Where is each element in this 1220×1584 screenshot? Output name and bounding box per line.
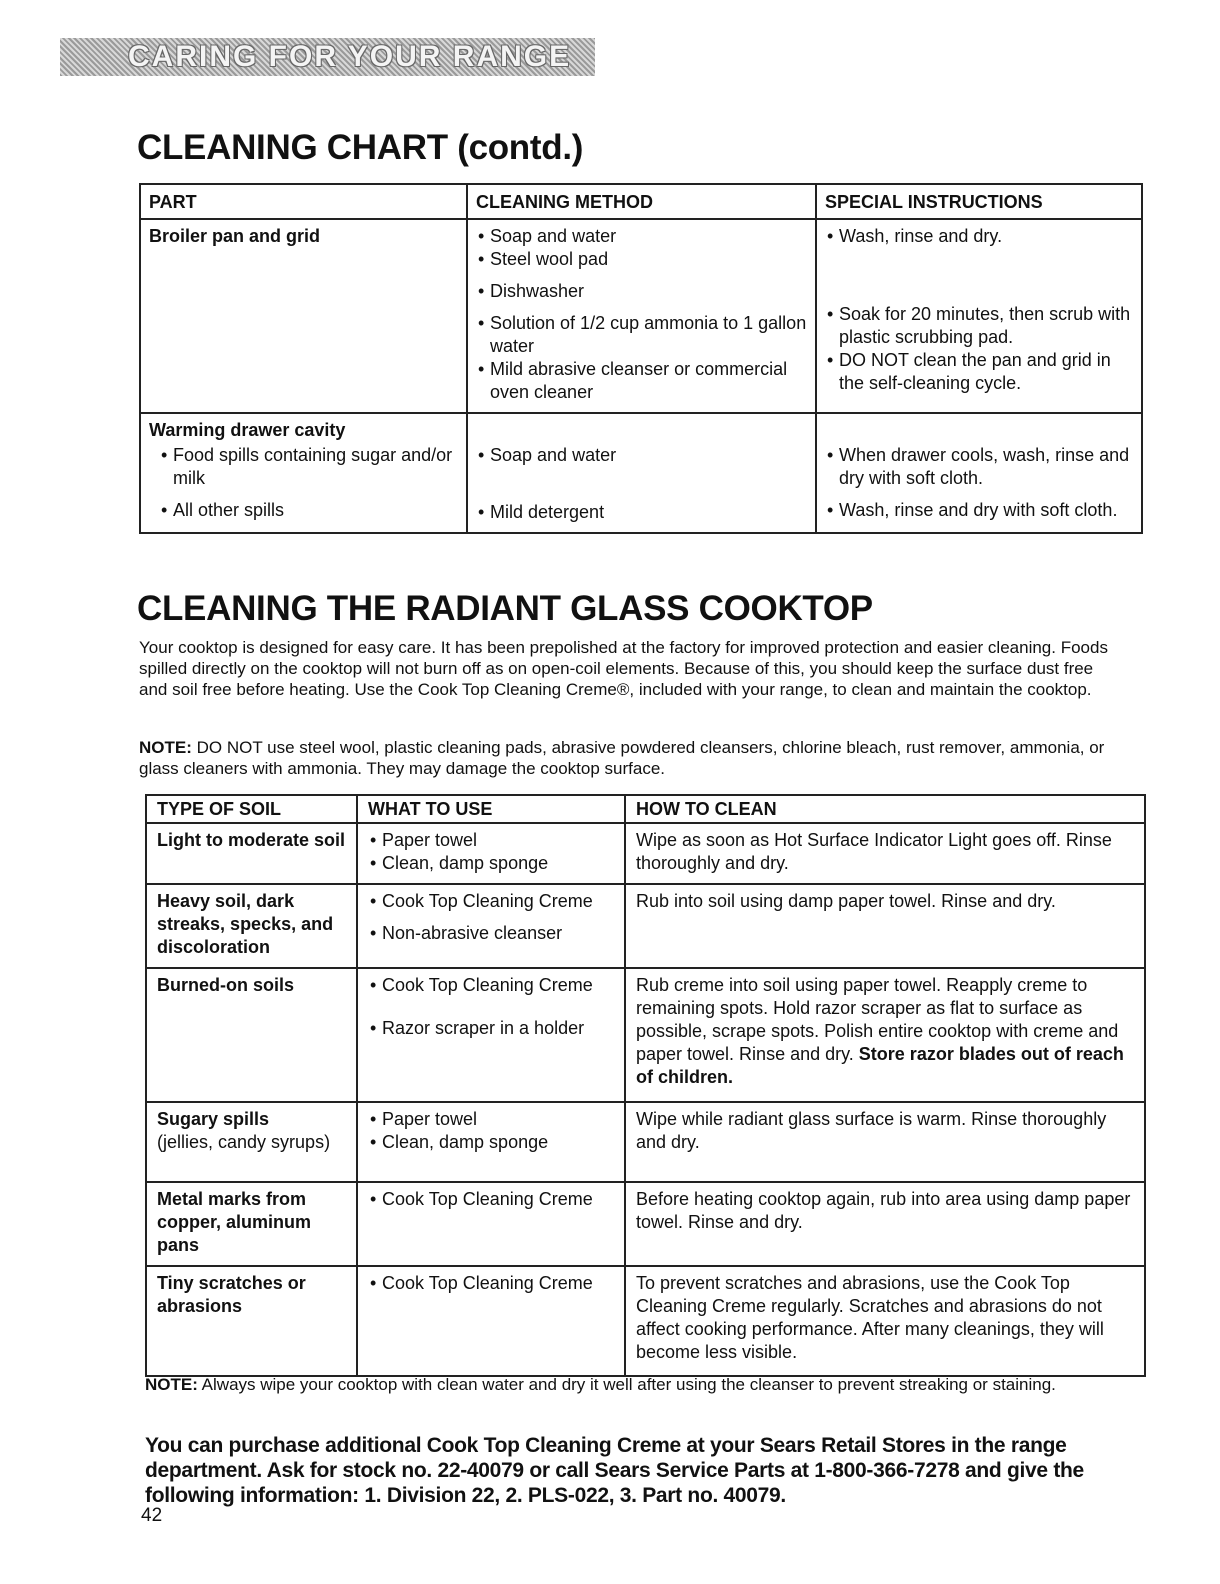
- how-to-clean-cell: [625, 968, 1145, 1102]
- note-label: NOTE:: [145, 1375, 198, 1394]
- note-text: Always wipe your cooktop with clean water and dry it well after using the cleanser to prevent streaking or staining.: [197, 1375, 1056, 1394]
- soil-type-cell: Tiny scratches or abrasions: [146, 1266, 357, 1376]
- list-item: • Mild detergent: [476, 501, 807, 524]
- method-cell: [467, 413, 816, 533]
- list-item: • When drawer cools, wash, rinse and dry with soft cloth.: [825, 444, 1133, 490]
- what-to-use-cell: [357, 1266, 625, 1376]
- what-to-use-cell: [357, 1182, 625, 1266]
- table-row: [146, 968, 1145, 1102]
- soil-type-cell: [146, 1102, 357, 1182]
- part-cell: [140, 219, 467, 413]
- how-to-clean-cell: Before heating cooktop again, rub into area using damp paper towel. Rinse and dry.: [625, 1182, 1145, 1266]
- what-to-use-cell: [357, 968, 625, 1102]
- list-item: • Non-abrasive cleanser: [368, 922, 614, 945]
- cleaning-chart-table: [139, 183, 1143, 534]
- safety-warning: Store razor blades out of reach of children.: [636, 1044, 1124, 1087]
- list-item: • Soak for 20 minutes, then scrub with plastic scrubbing pad.: [825, 303, 1133, 349]
- list-item: • Food spills containing sugar and/or milk: [159, 444, 458, 490]
- part-label: Warming drawer cavity: [149, 420, 346, 440]
- soil-type-cell: Metal marks from copper, aluminum pans: [146, 1182, 357, 1266]
- list-item: • All other spills: [159, 499, 458, 522]
- list-item: • Clean, damp sponge: [368, 852, 614, 875]
- header-what-to-use: WHAT TO USE: [357, 795, 625, 823]
- page-number: 42: [141, 1505, 163, 1526]
- note-label: NOTE:: [139, 738, 192, 757]
- how-to-clean-cell: Rub into soil using damp paper towel. Rinse and dry.: [625, 884, 1145, 968]
- purchase-info: You can purchase additional Cook Top Cleaning Creme at your Sears Retail Stores in the range department. Ask for stock no. 22-40079 or call Sears Service Parts at 1-800-366-7278 and give the following information: 1. Division 22, 2. PLS-022, 3. Part no. 40079.: [145, 1434, 1084, 1507]
- table-row: [146, 1266, 1145, 1376]
- list-item: • Mild abrasive cleanser or commercial oven cleaner: [476, 358, 807, 404]
- list-item: • Dishwasher: [476, 280, 807, 303]
- intro-paragraph: Your cooktop is designed for easy care. It has been prepolished at the factory for improved protection and easier cleaning. Foods spilled directly on the cooktop will not burn off as on open-coil elements. Because of this, you should keep the surface dust free and soil free before heating. Use the Cook Top Cleaning Creme®, included with your range, to clean and maintain the cooktop.: [139, 638, 1108, 699]
- header-how-to-clean: HOW TO CLEAN: [625, 795, 1145, 823]
- soil-type-cell: Heavy soil, dark streaks, specks, and discoloration: [146, 884, 357, 968]
- table-header-row: [140, 184, 1142, 219]
- list-item: • Razor scraper in a holder: [368, 1017, 614, 1040]
- header-type-of-soil: TYPE OF SOIL: [146, 795, 357, 823]
- table-row: [146, 823, 1145, 884]
- soil-type-detail: (jellies, candy syrups): [157, 1132, 331, 1152]
- list-item: • Steel wool pad: [476, 248, 807, 271]
- what-to-use-cell: [357, 1102, 625, 1182]
- table-row: [146, 884, 1145, 968]
- table-row: [140, 413, 1142, 533]
- list-item: • DO NOT clean the pan and grid in the self-cleaning cycle.: [825, 349, 1133, 395]
- soil-type-cell: Light to moderate soil: [146, 823, 357, 884]
- header-cleaning-method: CLEANING METHOD: [467, 184, 816, 219]
- list-item: • Clean, damp sponge: [368, 1131, 614, 1154]
- table-row: [140, 219, 1142, 413]
- header-special-instructions: SPECIAL INSTRUCTIONS: [816, 184, 1142, 219]
- soil-type-label: Sugary spills: [157, 1109, 270, 1129]
- list-item: • Cook Top Cleaning Creme: [368, 1272, 614, 1295]
- list-item: • Paper towel: [368, 829, 614, 852]
- table-row: [146, 1102, 1145, 1182]
- note-paragraph: [145, 1374, 1135, 1395]
- how-to-clean-text: Rub creme into soil using paper towel. Reapply creme to remaining spots. Hold razor scraper as flat to surface as possible, scrape spots. Polish entire cooktop with creme and paper towel. Rinse and dry.: [636, 975, 1119, 1064]
- instructions-cell: [816, 219, 1142, 413]
- list-item: • Solution of 1/2 cup ammonia to 1 gallon water: [476, 312, 807, 358]
- soil-type-cell: Burned-on soils: [146, 968, 357, 1102]
- chart-title: CLEANING CHART (contd.): [137, 128, 584, 167]
- what-to-use-cell: [357, 884, 625, 968]
- instructions-cell: [816, 413, 1142, 533]
- table-header-row: [146, 795, 1145, 823]
- how-to-clean-cell: Wipe while radiant glass surface is warm. Rinse thoroughly and dry.: [625, 1102, 1145, 1182]
- list-item: • Wash, rinse and dry.: [825, 225, 1133, 248]
- list-item: • Paper towel: [368, 1108, 614, 1131]
- list-item: • Cook Top Cleaning Creme: [368, 890, 614, 913]
- banner-text: CARING FOR YOUR RANGE: [128, 40, 572, 73]
- soil-table: [145, 794, 1146, 1377]
- part-cell: [140, 413, 467, 533]
- note-text: DO NOT use steel wool, plastic cleaning pads, abrasive powdered cleansers, chlorine bleach, rust remover, ammonia, or glass cleaners with ammonia. They may damage the cooktop surface.: [139, 738, 1105, 778]
- how-to-clean-cell: To prevent scratches and abrasions, use the Cook Top Cleaning Creme regularly. Scratches and abrasions do not affect cooking performance. After many cleanings, they will become less visible.: [625, 1266, 1145, 1376]
- list-item: • Cook Top Cleaning Creme: [368, 974, 614, 997]
- table-row: [146, 1182, 1145, 1266]
- header-part: PART: [140, 184, 467, 219]
- note-paragraph: [139, 737, 1109, 779]
- section-banner: [60, 38, 595, 76]
- cooktop-title: CLEANING THE RADIANT GLASS COOKTOP: [137, 589, 873, 628]
- method-cell: [467, 219, 816, 413]
- part-label: Broiler pan and grid: [149, 226, 321, 246]
- list-item: • Soap and water: [476, 225, 807, 248]
- list-item: • Wash, rinse and dry with soft cloth.: [825, 499, 1133, 522]
- how-to-clean-cell: Wipe as soon as Hot Surface Indicator Light goes off. Rinse thoroughly and dry.: [625, 823, 1145, 884]
- what-to-use-cell: [357, 823, 625, 884]
- list-item: • Soap and water: [476, 444, 807, 467]
- list-item: • Cook Top Cleaning Creme: [368, 1188, 614, 1211]
